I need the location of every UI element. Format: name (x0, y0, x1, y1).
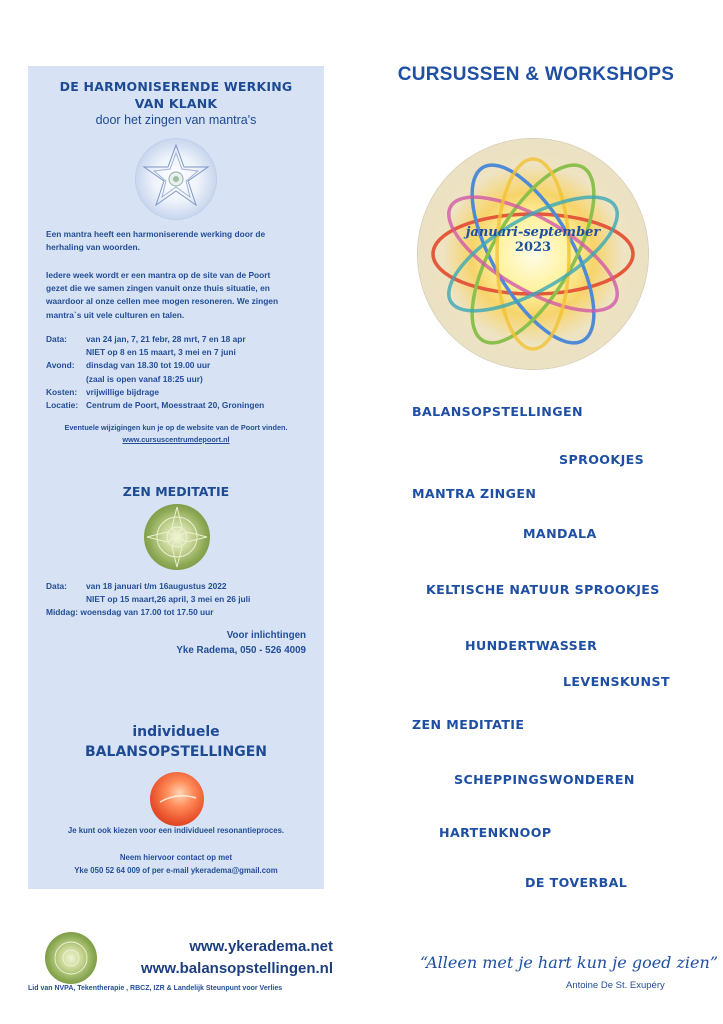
memberships-text: Lid van NVPA, Tekentherapie , RBCZ, IZR & Landelijk Steunpunt voor Verlies (28, 985, 283, 992)
course-hartenknoop: HARTENKNOOP (439, 825, 552, 840)
mantra-title-block (28, 78, 324, 129)
detail-value: dinsdag van 18.30 tot 19.00 uur (86, 360, 211, 371)
zen-row-data (46, 580, 308, 593)
zen-contact (176, 628, 306, 658)
detail-key: Kosten: (46, 386, 78, 397)
green-mandala-image (144, 504, 210, 570)
circle-line-2: 2023 (514, 240, 552, 255)
contact-line: Voor inlichtingen (226, 630, 306, 641)
quote-author: Antoine De St. Exupéry (566, 980, 665, 991)
detail-value: Centrum de Poort, Moesstraat 20, Groningen (86, 400, 265, 411)
zen-heading: ZEN MEDITATIE (122, 484, 230, 499)
mantra-intro-paragraph-1 (46, 228, 308, 254)
mantra-title-line-2: VAN KLANK (134, 96, 218, 111)
detail-key: Avond: (46, 360, 75, 371)
detail-value: van 24 jan, 7, 21 febr, 28 mrt, 7 en 18 apr (86, 334, 246, 344)
website-balansopstellingen[interactable]: www.balansopstellingen.nl (141, 960, 333, 977)
zen-details (46, 580, 308, 620)
quote-text: “Alleen met je hart kun je goed zien” (420, 953, 718, 972)
text-line: Iedere week wordt er een mantra op de site van de Poort (46, 270, 271, 280)
detail-row-kosten (46, 386, 308, 399)
website-ykeradema[interactable]: www.ykeradema.net (189, 938, 333, 955)
individual-heading-line-2: BALANSOPSTELLINGEN (85, 744, 267, 760)
poort-website-link[interactable]: www.cursuscentrumdepoort.nl (122, 435, 230, 444)
text-line: waardoor al onze cellen mee mogen resoneren. We zingen (46, 296, 279, 307)
course-zen-meditatie: ZEN MEDITATIE (412, 717, 525, 732)
text-line: Een mantra heeft een harmoniserende werking door de (46, 229, 266, 239)
workshops-title: CURSUSSEN & WORKSHOPS (397, 64, 675, 85)
circle-date-text (418, 225, 648, 255)
detail-key: Locatie: (46, 400, 79, 411)
text-line: mantra`s uit vele culturen en talen. (46, 309, 185, 320)
individual-text: Je kunt ook kiezen voor een individueel resonantieproces. (67, 826, 285, 835)
orange-orb-image (150, 772, 204, 826)
course-levenskunst: LEVENSKUNST (563, 674, 670, 689)
contact-line: Yke Radema, 050 - 526 4009 (176, 645, 306, 656)
detail-value-continued: NIET op 8 en 15 maart, 3 mei en 7 juni (86, 347, 236, 358)
detail-value: vrijwillige bijdrage (86, 386, 160, 397)
detail-row-data (46, 333, 308, 346)
course-balansopstellingen: BALANSOPSTELLINGEN (412, 404, 583, 419)
course-keltische-natuur-sprookjes: KELTISCHE NATUUR SPROOKJES (426, 582, 660, 597)
course-de-toverbal: DE TOVERBAL (525, 875, 628, 890)
individual-contact (28, 851, 324, 877)
changes-note: Eventuele wijzigingen kun je op de website van de Poort vinden. (64, 423, 288, 432)
detail-value: van 18 januari t/m 16augustus 2022 (86, 581, 227, 591)
contact-line: Yke 050 52 64 009 of per e-mail ykeradema@gmail.com (74, 866, 278, 875)
individual-heading-line-1: individuele (132, 724, 220, 740)
mantra-intro-paragraph-2 (46, 269, 308, 322)
mantra-details (46, 333, 308, 412)
course-sprookjes: SPROOKJES (559, 452, 645, 467)
individual-heading (28, 722, 324, 762)
detail-row-avond (46, 359, 308, 372)
footer-green-mandala-image (45, 932, 97, 984)
mantra-flyer-panel (28, 66, 324, 889)
white-star-mandala-image (136, 139, 216, 219)
course-hundertwasser: HUNDERTWASSER (465, 638, 598, 653)
course-mandala: MANDALA (523, 526, 597, 541)
course-mantra-zingen: MANTRA ZINGEN (412, 486, 537, 501)
mantra-title-line-1: DE HARMONISERENDE WERKING (59, 79, 293, 94)
detail-row-locatie (46, 399, 308, 412)
detail-key: Data: (46, 334, 67, 344)
contact-line: Neem hiervoor contact op met (119, 853, 233, 862)
detail-value-continued: (zaal is open vanaf 18:25 uur) (86, 373, 203, 384)
detail-key: Data: (46, 581, 67, 591)
course-scheppingswonderen: SCHEPPINGSWONDEREN (454, 772, 635, 787)
mantra-subtitle: door het zingen van mantra's (95, 113, 257, 127)
detail-value-continued: NIET op 15 maart,26 april, 3 mei en 26 juli (86, 594, 251, 605)
text-line: herhaling van woorden. (46, 242, 140, 253)
zen-row-middag: Middag: woensdag van 17.00 tot 17.50 uur (46, 607, 214, 618)
knot-mandala-image (418, 139, 648, 369)
text-line: gezet die we samen zingen vanuit onze thuis situatie, en (46, 283, 270, 294)
circle-line-1: januari-september (465, 225, 601, 240)
